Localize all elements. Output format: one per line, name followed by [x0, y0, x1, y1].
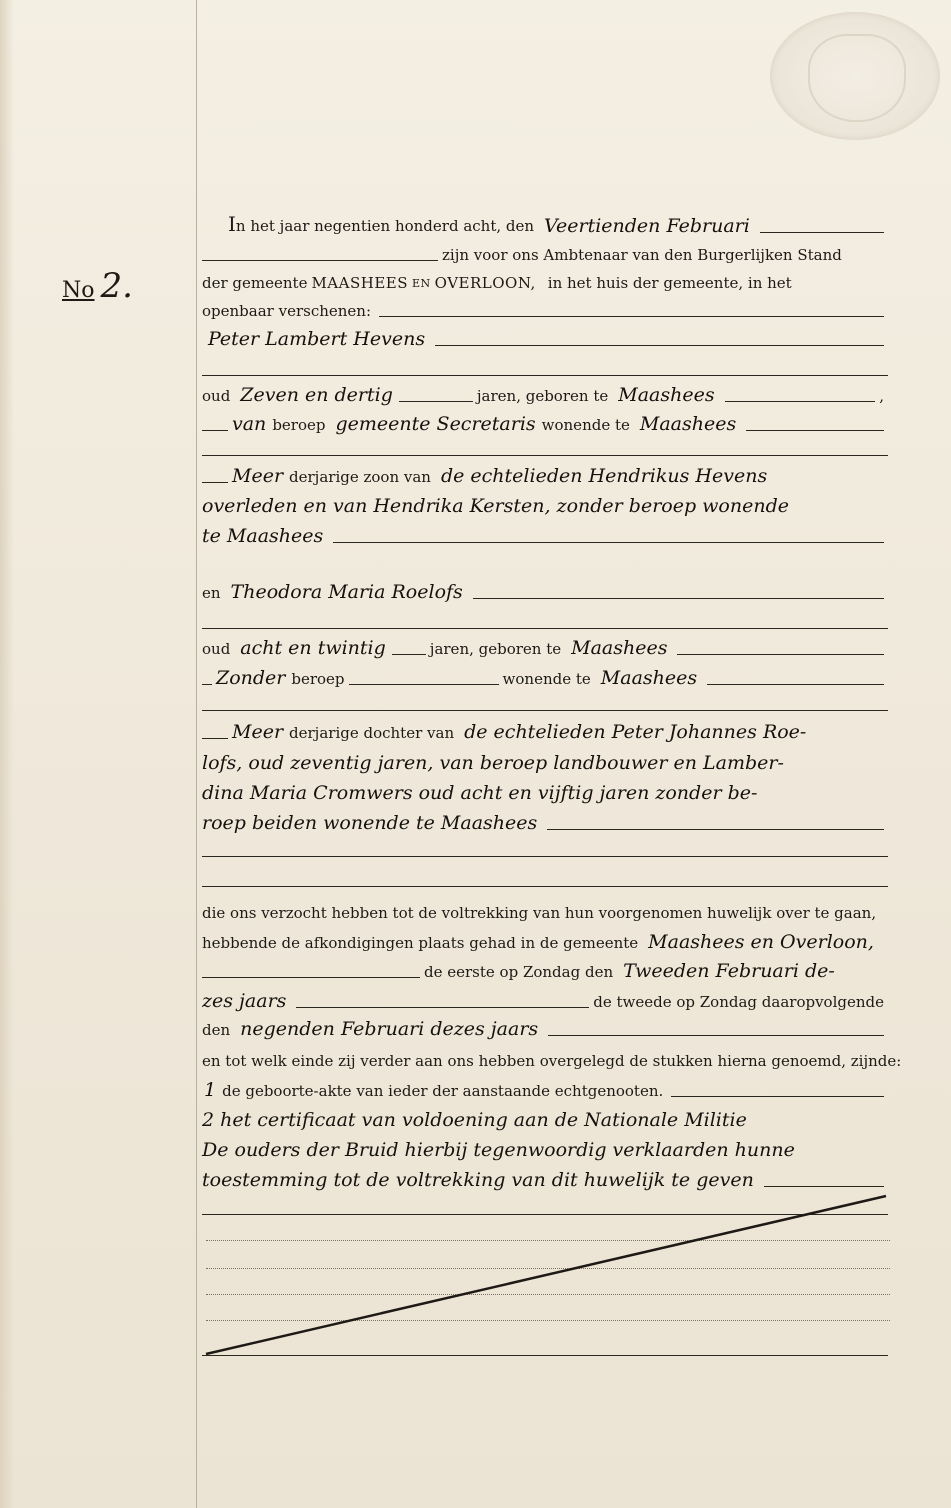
groom-van: van — [232, 413, 267, 435]
bride-age: acht en twintig — [240, 637, 386, 659]
document-1-text: de geboorte-akte van ieder der aanstaande echtgenooten. — [222, 1082, 664, 1100]
bride-name: Theodora Maria Roelofs — [230, 581, 463, 603]
first-banns-label: de eerste op Zondag den — [424, 963, 614, 981]
groom-age: Zeven en dertig — [240, 384, 393, 406]
bride-birthplace: Maashees — [571, 637, 668, 659]
intro-initial: I — [228, 212, 236, 236]
bride-status: Meer — [232, 721, 284, 743]
marriage-date: Veertienden Februari — [544, 215, 750, 237]
bride-parents-1: de echtelieden Peter Johannes Roe- — [464, 721, 807, 743]
appeared-text: openbaar verschenen: — [202, 302, 372, 320]
groom-status: Meer — [232, 465, 284, 487]
groom-parents-1: de echtelieden Hendrikus Hevens — [440, 465, 768, 487]
first-banns-year: zes jaars — [202, 990, 287, 1012]
banns-text: hebbende de afkondigingen plaats gehad in de gemeente — [202, 934, 639, 952]
entry-number-value: 2. — [100, 266, 133, 306]
municipality-overloon: OVERLOON, — [434, 274, 536, 292]
municipality-maashees: MAASHEES — [311, 274, 409, 292]
first-banns-date: Tweeden Februari de- — [623, 960, 835, 982]
groom-oud-label: oud — [202, 387, 231, 405]
cancellation-line — [206, 1196, 886, 1354]
municipality-post: in het huis der gemeente, in het — [547, 274, 792, 292]
bride-wonende-label: wonende te — [502, 670, 591, 688]
bride-oud-label: oud — [202, 640, 231, 658]
registrar-text: zijn voor ons Ambtenaar van den Burgerlijken Stand — [442, 246, 842, 264]
groom-name: Peter Lambert Hevens — [208, 328, 426, 350]
documents-intro: en tot welk einde zij verder aan ons hebben overgelegd de stukken hierna genoemd, zijnde: — [202, 1052, 902, 1070]
groom-beroep-label: beroep — [272, 416, 326, 434]
bride-jaren-label: jaren, geboren te — [429, 640, 562, 658]
banns-municipality: Maashees en Overloon, — [648, 931, 874, 953]
groom-comma: , — [879, 387, 884, 405]
document-3-text: De ouders der Bruid hierbij tegenwoordig verklaarden hunne — [202, 1139, 795, 1161]
second-banns-label: de tweede op Zondag daaropvolgende — [593, 993, 884, 1011]
bride-occupation: Zonder — [216, 667, 286, 689]
groom-jaren-label: jaren, geboren te — [476, 387, 609, 405]
second-banns-den: den — [202, 1021, 231, 1039]
groom-residence: Maashees — [639, 413, 737, 435]
groom-birthplace: Maashees — [618, 384, 715, 406]
bride-beroep-label: beroep — [291, 670, 345, 688]
groom-zoon-label: derjarige zoon van — [289, 468, 431, 486]
bride-dochter-label: derjarige dochter van — [289, 724, 455, 742]
document-4-text: toestemming tot de voltrekking van dit huwelijk te geven — [202, 1169, 754, 1191]
municipality-en: EN — [412, 277, 431, 290]
groom-wonende-label: wonende te — [541, 416, 630, 434]
groom-parents-2: overleden en van Hendrika Kersten, zonder beroep wonende — [202, 495, 789, 517]
bride-parents-4: roep beiden wonende te Maashees — [202, 812, 538, 834]
bride-parents-2: lofs, oud zeventig jaren, van beroep landbouwer en Lamber- — [202, 752, 784, 774]
request-text: die ons verzocht hebben tot de voltrekking van hun voorgenomen huwelijk over te gaan, — [202, 904, 877, 922]
groom-parents-3: te Maashees — [202, 525, 324, 547]
second-banns-date: negenden Februari dezes jaars — [240, 1018, 539, 1040]
bride-parents-3: dina Maria Cromwers oud acht en vijftig jaren zonder be- — [202, 782, 758, 804]
bride-residence: Maashees — [600, 667, 698, 689]
document-1-number: 1 — [204, 1079, 217, 1101]
intro-text: n het jaar negentien honderd acht, den — [235, 217, 535, 235]
groom-occupation: gemeente Secretaris — [335, 413, 536, 435]
municipality-pre: der gemeente — [202, 274, 308, 292]
bride-en-label: en — [202, 584, 221, 602]
entry-number-label: No — [62, 278, 95, 303]
document-2-text: 2 het certificaat van voldoening aan de Nationale Militie — [202, 1109, 747, 1131]
